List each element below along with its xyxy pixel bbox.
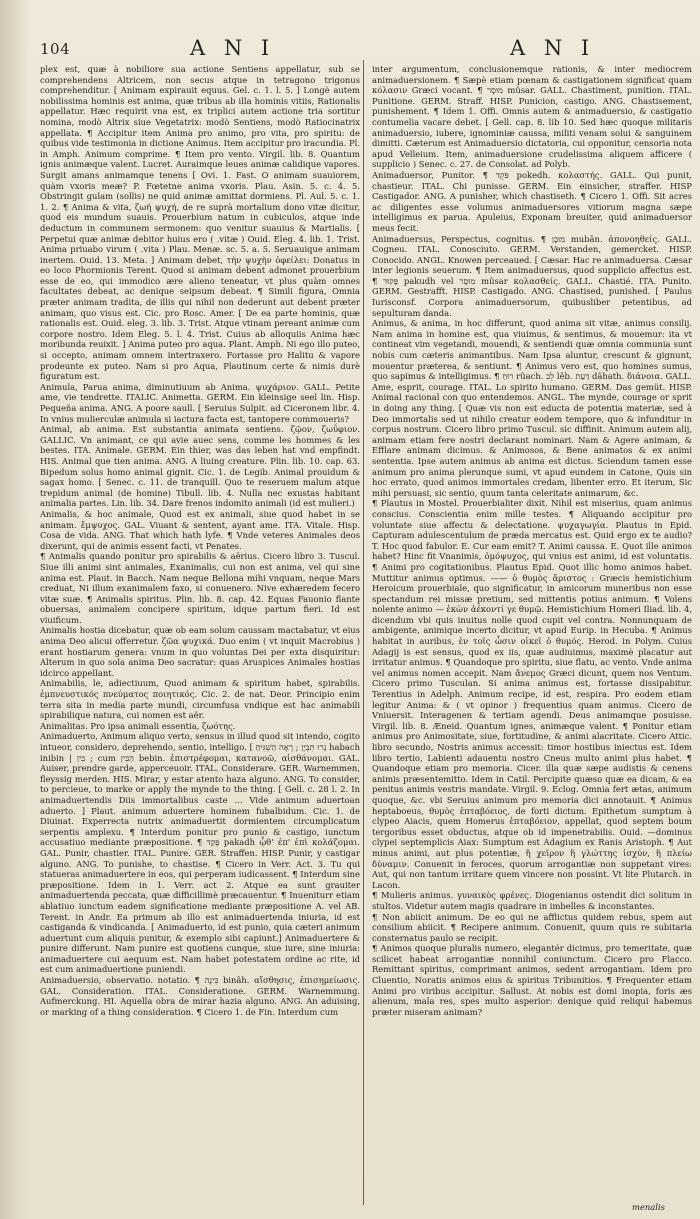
entry-animos-pluralis: ¶ Animos quoque pluralis numero, elegantér dicimus, pro temeritate, quæ scilicet habeat arrogantiæ nonnihil coniunctum. Cicero pro Flacco. Remittant spiritus, comprimant animos, sedent arrogantiam. Idem pro Cluentio, Noratis animos eius & spiritus Tribunitios. ¶ Frequenter etiam Animi pro viribus accipitur. Sallust. At nobis est domi inopia, foris æs alienum, mala res, spes multo asperior: denique quid reliqui habemus præter miseram animam? [372,943,692,1017]
entry-animal: Animal, ab anima. Est substantia animata sentiens. ζῷον, ζωΰφιον. GALLIC. Vn animant, ce qui avie auec sens, comme les hommes & les bestes. ITA. Animale. GERM. Ein thier, was das leben hat vnd empfindt. HIS. Animal que tien anima. ANG. A liuing creature. Plin. lib. 10. cap. 63. Bipedum solus homo animal gignit. Cic. 1. de Legib. Animal prouidum & sagax homo. [ Senec. c. 11. de tranquill. Quo te reseruem malum atque trepidum animal (de homine) Tibull. lib. 4. Nulla nec exustas habitant animalia partes. Lin. lib. 34. Dare frenos indomito animali (id est mulieri.) [40,424,360,509]
entry-anima: plex est, quæ à nobiliore sua actione Sentiens appellatur, sub se comprehendens Altricem, non secus atque in tetragono trigonus comprehenditur. [ Animam expirauit equus. Gel. c. 1. l. 5. ] Longè autem nobilissima hominis est anima, quæ tribus ab illa hominis vitiis, Rationalis appellatur. Hæc requirit vna est, ex triplici autem actione tria sortitur nomina, modò Altrix siue Vegetatrix: modò Sentiens, modò Ratiocinatrix appellata. ¶ Accipitur item Anima pro animo, pro vita, pro spiritu: de quibus vide testimonia in dictione Animus. Item accipitur pro iracundia. Pl. in Amph. Animum comprime. ¶ Item pro vento. Virgil. lib. 8. Quantum ignis animæque valent. Lucret. Auraimque leues animæ calidique vapores. Surgit amans animamque tenens [ Ovi. 1. Fast. O animam suauiorem, quàm vxoris meæ? P. Fœtetne anima vxoris. Plau. Asin. 5. c. 4. 5. Obstringit gulam (sollis) ne quid animæ amittat dormiens. Pl. Aul. 5. c. 1. 1. 2. ¶ Anima & vita, ζωή ψυχή, de re suprà mortalium dono vitæ dicitur, quod eis mundum suauis. Prouerbium natum in cubiculos, atque inde deductum in communem sermonem: quo venitur suauius & Martialis. [ Perpetui quæ animæ debitor huius ero ( .vitæ ) Ouid. Eleg. 4. lib. 1. Trist. Anima priuabo virum ( .vita ) Plau. Menæ. sc. 5. a. 5. Seruauique animam inertem. Ouid. 13. Meta. ] Animam debet, τὴν ψυχὴν ὀφείλει: Donatus in eo loco Phormionis Terent. Quod si animam debent admonet prouerbium esse de eo, qui immodico ære alieno teneatur, vt plus quàm omnes facultates debeat, ac denique seipsum debeat. ¶ Simili figura, Omnia præter animam tradita, de illis qui nihil non dederunt aut debent præter animam, quo visus est. Cic. pro Rosc. Amer. [ De ea parte hominis, quæ rationalis est. Ouid. eleg. 3. lib. 3. Trist. Atque vtinam pereant animæ cum corpore nostro. Idem Eleg. 5. l. 4. Trist. Cuius ab alloquiis Anima hæc moribunda reuixit. ] Anima puteo pro aqua. Plant. Amph. Ni ego illo puteo, si occepto, animam omnem intertraxero. Fortasse pro Halitu & vapore prodeunte ex puteo. Nam si pro Aqua, Plautinum certe & nimis durè figuratum est. [40,64,360,382]
entry-animus-plautus: ¶ Plautus in Mostel. Prouerbialiter dixit. Nihil est miserius, quam animus conscius. Conscientia enim mille testes. ¶ Aliquando accipitur pro voluntate siue affectu & delectatione. ψυχαγωγία. Plautus in Epid. Capturam adulescentulum de præda mercatus est. Quid ergo ex te audio? T. Hoc quod fabulor. E. Cur eam emit? T. Animi caussa. E. Quot ille animos habet? Hinc fit Vnanimis, ὁμόψυχος, qui vnius est animi, id est voluntatis. ¶ Animi pro cogitationibus. Plautus Epid. Quot illic homo animos habet. Muttitur animus optimus. —— ὁ θυμὸς ἄριστος : Græcis hemistichium Heroicum prouerbiale, quo significatur, in amicorum muneribus non esse spectandum rei missæ pretium, sed mittentis potius animum. ¶ Volens nolente animo — ἑκὼν ἀέκοντί γε θυμῷ. Hemistichium Homeri Iliad. lib. 4, dicendum vbi quis inuitus nolle quod cupit vel contra. Nonnunquam de ambigente, animique incerto dicitur, vt apud Eurip. in Hecuba. ¶ Animus habitat in auribus, ἐν τοῖς ὦσιν οἰκεῖ ὁ θυμός. Herod. in Polym. Cuius Adagij is est sensus, quod ex iis, quæ audiuimus, maximè placatur aut irritatur animus. ¶ Quandoque pro spiritu, siue flatu, ac vento. Vnde anima vel animus nomen accepit. Nam ἄνεμος Græci dicunt, quem nos Ventum. Cicero primo Tusculan. Si anima animus est, fortasse dissipabitur. Terentius in Adelph. Animum recipe, id est, respira. Pro eodem etiam legitur Anima: & ( vt opinor ) frequentius quam animus. Cicero de Vniuersit. Interagenen & tertiam agendi. Deus animamque posuisse. Virgil. lib. 8. Æneid. Quantum ignes, animæque valent. ¶ Ponitur etiam animus pro Animositate, siue, fortitudine, & animi alacritate. Cicero Attic. libro secundo, Nostris animus accessit: timor hostibus iniectus est. Idem libro tertio, Labienti adauentu nostro Cneus multo animi plus habet. ¶ Quandoque etiam pro memoria. Cicer. illa quæ sæpe audistis & cenens animis præsentemitto. Idem in Catil. Percipite quæso quæ ea dicam, & ea penitus animis vestris mandate. Virgil. 9. Eclog. Omnia fert ætas, animum quoque, &c. vbi Seruius animum pro memoria dici annotauit. ¶ Animus heptaboeus, θυμὸς ἑπταβόειος, de forti dictum. Epithetum sumptum à clypeo Aiacis, quem Homerus ἑπταβόειον, appellat, quod septem boum tergoribus esset obductus, atque ob id impenetrabilis. Ouid. —dominus clypei septemplicis Aiax: Sumptum est Adagium ex Ranis Aristoph. ¶ Aut minus animi, aut plus potentiæ, ἢ χεῖρον ἢ γλώττης ἰσχύν, ἢ πλείω δύναμιν. Conuenit in feroces, quorum arrogantiæ non suppetant vires: Aut, qui non tantum irritare quem vincere non possint. Vt lite Plutarch. in Lacon. [372,498,692,890]
entry-animalitas: Animalitas. Pro ipsa animali essentia, ζωότης. [40,720,236,731]
right-column [372,64,692,1214]
entry-animus: Animus, & anima, in hoc differunt, quod anima sit vitæ, animus consilij. Nam anima in homine est, qua viuimus, & sentimus, & mouemur: ita vt contineat vim vegetandi, mouendi, & sentiendi quæ omnia communia sunt nobis cum cæteris animantibus. Nam Ipsa aluntur, crescunt & gignunt, mouentur præterea, & sentiunt. ¶ Animus vero est, quo homines sumus, quo sapimus & intelligimus. ¶ רוּחַ rûach. לֵב lêb. דַּעַת dâhath. διάνοια. GALL. Ame, esprit, courage. ITAL. Lo spirito humano. GERM. Das gemüt. HISP. Animal racional con quo entendemos. ANGL. The mynde, courage or sprit in doing any thing. [ Quæ vis non est educta de potentia materiæ, sed à Deo immortalis sed ut nihilo creatur eodem tempore, quo & infunditur in corpus nostrum. Cicero libro primo Tuscul. sic diffinit. Animum autem alij, animam etiam fere nostri declarant nominari. Nam & Agere animam, & Efflare animam dicimus. & Animosos, & Bene animatos & ex animi sententia. Ipse autem animus ab anima est dictus. Sciendum tamen esse animum pro anima plerunque sumi, vt apud eundem in Catone, Quis sin hoc errato, quod animos immortales credam, libenter erro. Et iterum, Sic mihi persuasi, sic sentio, quum tanta celeritate animarum, &c. [372,318,692,498]
entry-mulieris-animus: ¶ Mulieris animus. γυναικὸς φρένες. Diogenianus ostendit dici solitum in stultos. Videtur autem magis quadrare in imbelles & inconstantes. [372,890,692,911]
entry-animaduersor: Animaduersor, Punitor. ¶ פֹּקֵד pokedh. κολαστής. GALL. Qui punit, chastieur. ITAL. Chi punisse. GERM. Ein einsicher, straffer. HISP Castigador. ANG. A punisher, which chastiseth. ¶ Cicero 1. Offi. Sit acres ac diligentes esse volumus animaduersores vitiorum magna sæpe intelligimus ex parua. Apuleius, Exponam breuiter, quid animaduersor meus fecit. [372,169,692,233]
left-column [40,64,360,1214]
entry-animaduersio-cont: inter argumentum, conclusionemque rationis, & inter mediocrem animaduersionem. ¶ Sæpè etiam pœnam & castigationem significat quam κόλασιν Græci vocant. ¶ מוּסָר mûsar. GALL. Chastiment, punition. ITAL. Punitione. GERM. Straff. HISP. Punicion, castigo. ANG. Chastisement, punishement. ¶ Idem 1. Offi. Omnis autem & animaduersio, & castigatio contumelia vacare debet. [ Gell. cap. 8. lib 10. Sed hæc quoque militaris animaduersio, iubere, ignominiæ caussa, militi venam solui & sanguinem dimitti. Cæterum est Animaduersio dictatoria, cui opponitur, censoria nota apud Velleium. Item, animaduersione crudelissima aliquem afficere ( supplicio ) Senec. c. 27. de Consolat. ad Polyb. [372,64,692,170]
entry-non-abiicit: ¶ Non abiicit animum. De eo qui ne afflictus quidem rebus, spem aut consilium abiicit. ¶ Recipere animum. Conuenit, quum quis re subitaria consternatus paulo se recipit. [372,911,692,943]
page-number: 104 [40,40,71,58]
entry-animaduersus: Animaduersus, Perspectus, cognitus. ¶ מוּבָן mubân. ἀπονοηθείς. GALL. Cogneu. ITAL. Conosciuto. GERM. Verstanden, gemercket. HISP. Conocido. ANGL. Knowen perceaued. [ Cæsar. Hac re animaduersa. Cæsar inter legionis seuerum. ¶ Item animaduersus, quod supplicio affectus est. ¶ פָּקוּד pakudh vel מוּסָר mûsar κολασθείς. GALL. Chastié. ITA. Punito. GERM. Gestrafft. HISP. Castigado. ANG. Chastised, punished. [ Paulus Iurisconsf. Corpora animaduersorum, quibusliber petentibus, ad sepulturam danda. [372,233,692,318]
entry-animalis-spirabilis: ¶ Animalis quando ponitur pro spirabilis & aërius. Cicero libro 3. Tuscul. Siue illi animi sint animales, Exanimalis, cui non est anima, vel qui sine anima est. Plaut. in Bacch. Nam neque Bellona mihi vnquam, neque Mars creduat, Ni illum exanimalem faxo, si conuenero. Nive exhæredem fecero vitæ suæ. ¶ Animalis spiritus. Plin. lib. 8. cap. 42. Equas Fauonio flante obuersas, animalem concipere spiritum, idque partum fieri. Id est viuificum. [40,551,360,625]
entry-animula: Animula, Parua anima, diminutiuum ab Anima. ψυχάριον. GALL. Petite ame, vie tendrette. ITALIC. Animetta. GERM. Ein kleinsige seel lin. Hisp. Pequeña anima. ANG. A poore saull. [ Seruius Sulpit. ad Ciceronem libr. 4. In vnius mulierculæ animula si iactura facta est, tantopere commoueris? [40,381,360,424]
column-divider [363,60,364,1205]
entry-animabilis: Animabilis, le, adiectiuum, Quod animam & spiritum habet, spirabilis. ἐμπνευστικός πνεύματος ποιητικός. Cic. 2. de nat. Deor. Principio enim terra sita in media parte mundi, circumfusa vndique est hac animabili spirabilique natura, cui nomen est aër. [40,678,360,721]
running-head-right: A N I [510,36,596,60]
entry-animaduerto: Animaduerto, Animum aliquo verto, sensus in illud quod sit intendo, cogito intueor, considero, deprehendo, sentio, intelligo. [ נְרוּ תִּבְיָן ; רָאָה הַשְׁגִּיחַ habach inibin | בִּין ; cum הַבִּין bebin. ἐπιστρέφομαι, κατανοῶ, αἰσθάνομαι. GAL. Auiser, prendre garde, apperceuoir. ITAL. Considerare. GER. Warnemmen, fleyssig merden. HIS. Mirar, y estar atento haza alguno. ANG. To consider, to percieue, to marke or apply the mynde to the thing. [ Gell. c. 28 l. 2. In animaduertendis Diis immortalibus caste ... Vide animum aduertoan aduerto. ] Plaut. animum aduertere hominem fubalbidum. Cic. 1. de Diuinat. Experrecta nutrix animaduertit dormientem circumplicatum serpentis amplexu. ¶ Interdum ponitur pro punio & castigo, iunctum accusatiuo mediante præpositione. ¶ פָּקַד pakadh ᾧθ' ἐπ' ἐπὶ κολάζομαι. GAL. Punir, chastier. ITAL. Punire. GER. Straffen. HISP. Punir, y castigar alguno. ANG. To punishe, to chastise. ¶ Cicero in Verr. Act. 3. Tu qui statueras animaduertere in eos, qui perperam iudicassent. ¶ Interdum sine præpositione. Idem in 1. Verr. act 2. Atque ea sunt grauiter animaduertenda peccata, quæ difficillimè præcauentur. ¶ Inueniturr etiam ablatiuo iunctum eadem significatione mediante præpositione A. vel AB. Terent. in Andr. Ea primum ab illo est animaduertenda iniuria, id est castiganda & vindicanda. [ Animaduerto, id est punio, quia cæteri animum aduertunt cum aliquis punitur, & exemplo sibi capiunt.] Animaduertere & punire differunt. Nam punire est quotiens cunque, siue iure, sine iniuria: animaduertere cui aequum est. Nam habet potestatem ordine ac rite, id est cum animaduertione puniendi. [40,731,360,975]
binding-gutter [0,0,30,1219]
entry-animaduersio: Animaduersio, observatio. notatio. ¶ בִּינָה binâh. αἴσθησις, ἐπισημείωσις. GAL. Consideration. ITAL. Consideratione. GERM. Warnemmung. Aufmerckung. HI. Aquella obra de mirar hazia alguno. ANG. An aduising, or marking of a thing consideration. ¶ Cicero 1. de Fin. Interdum cum [40,975,360,1017]
entry-animalis-hostia: Animalis hostia dicebatur, quæ ob eam solum caussam mactabatur, vt eius anima Deo alicui offerretur. ζῶα ψυχικά. Duo enim ( vt inquit Macrobius ) erant hostiarum genera: vnum in quo voluntas Dei per exta disquiritur: Alterum in quo sola anima Deo sacratur: quas Aruspices Animales hostias idcirco appellant. [40,625,360,678]
catchword: menalis [632,1202,665,1212]
entry-animalis: Animalis, & hoc animale, Quod est ex animali, siue quod habet in se animam. ἔμψυχος. GAL. Viuant & sentent, ayant ame. ITA. Vitale. Hisp. Cosa de vida. ANG. That which hath lyfe. ¶ Vnde veteres Animales deos dixerunt, qui de animis essent facti, vt Penates. [40,508,360,551]
running-head-left: A N I [190,36,276,60]
